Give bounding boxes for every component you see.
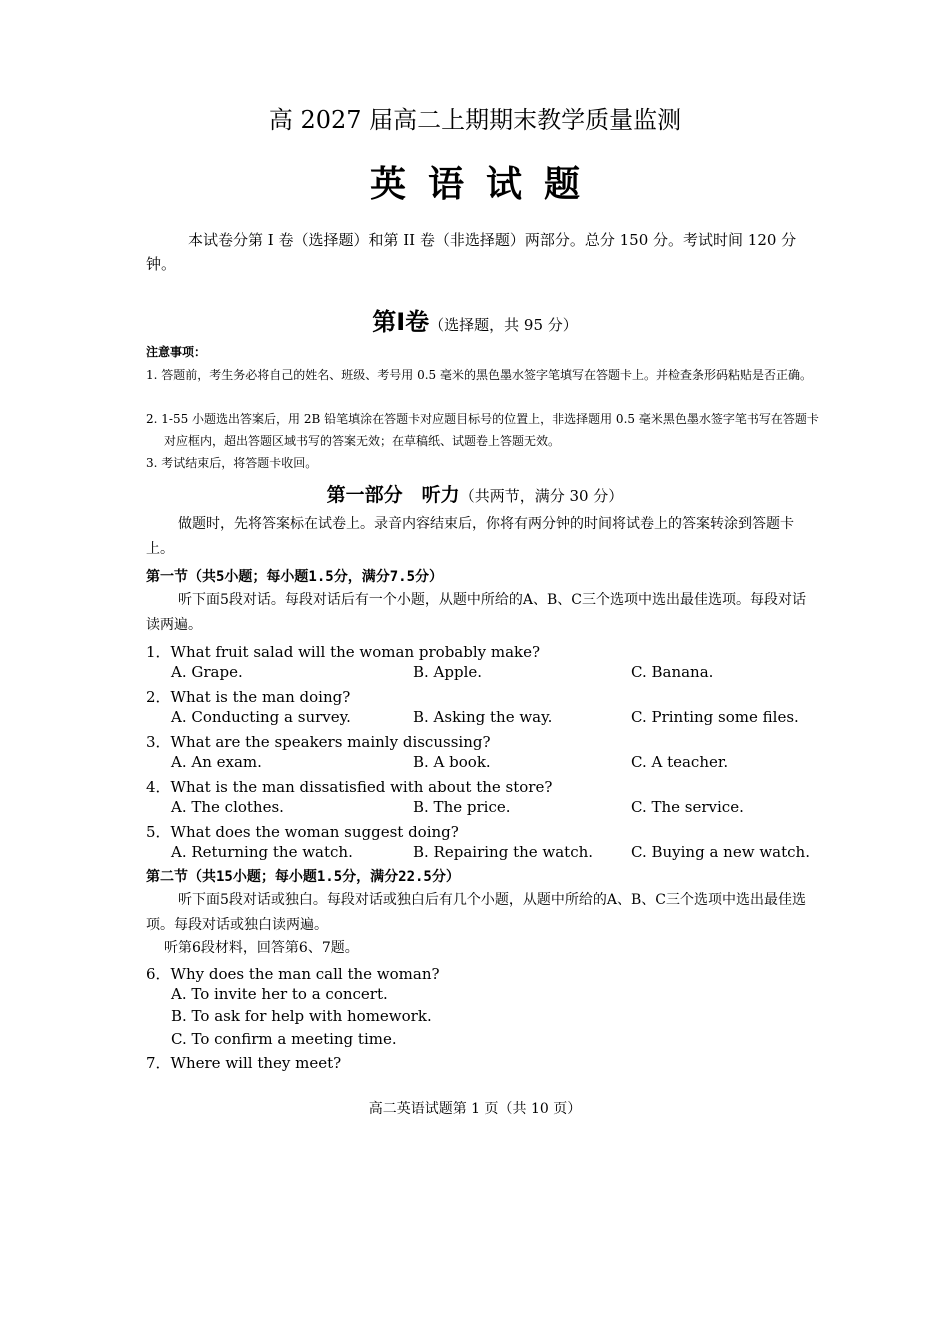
- material-instruction: 听第6段材料，回答第6、7题。: [164, 940, 359, 956]
- option-a: A. Returning the watch.: [171, 843, 353, 861]
- option-b: B. Repairing the watch.: [413, 843, 594, 861]
- question-stem: 4．What is the man dissatisfied with about the store?: [146, 778, 553, 796]
- option-a: A. Conducting a survey.: [171, 708, 351, 726]
- page-footer: 高二英语试题第 1 页（共 10 页）: [368, 1101, 582, 1117]
- option-c: C. The service.: [631, 798, 744, 816]
- question-stem: 6．Why does the man call the woman?: [146, 965, 440, 983]
- note-item: 1. 答题前，考生务必将自己的姓名、班级、考号用 0.5 毫米的黑色墨水签字笔填写在答题卡上。并检查条形码粘贴是否正确。: [146, 368, 812, 382]
- volume-note: （选择题，共 95 分）: [429, 316, 578, 334]
- notes-heading: 注意事项：: [146, 345, 207, 359]
- option-b: B. Apple.: [413, 663, 483, 681]
- note-item: 3. 考试结束后，将答题卡收回。: [146, 456, 318, 470]
- section-instruction: 听下面5段对话或独白。每段对话或独白后有几个小题，从题中所给的A、B、C三个选项中选出最佳选项。每段对话或独白读两遍。: [146, 892, 807, 933]
- option-a: A. To invite her to a concert.: [171, 985, 388, 1003]
- option-c: C. Banana.: [631, 663, 714, 681]
- option-c: C. To confirm a meeting time.: [171, 1030, 397, 1048]
- part-title: 第一部分 听力: [326, 484, 460, 506]
- section-title: 第二节（共15小题；每小题1.5分，满分22.5分）: [146, 869, 460, 885]
- part-note: （共两节，满分 30 分）: [459, 487, 624, 505]
- question-stem: 3．What are the speakers mainly discussing?: [146, 733, 491, 751]
- question-stem: 2．What is the man doing?: [146, 688, 351, 706]
- option-a: A. An exam.: [171, 753, 262, 771]
- option-a: A. The clothes.: [171, 798, 284, 816]
- option-a: A. Grape.: [171, 663, 243, 681]
- volume-title: 第Ⅰ卷: [372, 308, 430, 336]
- option-c: C. Printing some files.: [631, 708, 799, 726]
- option-c: C. Buying a new watch.: [631, 843, 810, 861]
- question-stem: 5．What does the woman suggest doing?: [146, 823, 459, 841]
- exam-title: 高 2027 届高二上期期末教学质量监测: [268, 106, 682, 134]
- option-c: C. A teacher.: [631, 753, 729, 771]
- note-item: 2. 1-55 小题选出答案后，用 2B 铅笔填涂在答题卡对应题目标号的位置上，非选择题用 0.5 毫米黑色墨水签字笔书写在答题卡对应框内，超出答题区域书写的答案无效；在草稿纸、试题卷上答题无效。: [146, 412, 819, 448]
- question-stem: 7．Where will they meet?: [146, 1054, 342, 1072]
- section-title: 第一节（共5小题；每小题1.5分，满分7.5分）: [146, 569, 443, 585]
- section-instruction: 听下面5段对话。每段对话后有一个小题，从题中所给的A、B、C三个选项中选出最佳选项。每段对话读两遍。: [146, 592, 807, 633]
- part-heading: [0, 480, 950, 507]
- option-b: B. The price.: [413, 798, 511, 816]
- subject-title: 英语试题: [369, 164, 602, 205]
- option-b: B. To ask for help with homework.: [171, 1007, 432, 1025]
- part-instruction: 做题时，先将答案标在试卷上。录音内容结束后，你将有两分钟的时间将试卷上的答案转涂到答题卡上。: [146, 516, 794, 557]
- volume-heading: [0, 302, 950, 337]
- option-b: B. A book.: [413, 753, 491, 771]
- question-stem: 1．What fruit salad will the woman probably make?: [146, 643, 541, 661]
- option-b: B. Asking the way.: [413, 708, 553, 726]
- intro-paragraph: 本试卷分第 I 卷（选择题）和第 II 卷（非选择题）两部分。总分 150 分。考试时间 120 分钟。: [146, 231, 797, 273]
